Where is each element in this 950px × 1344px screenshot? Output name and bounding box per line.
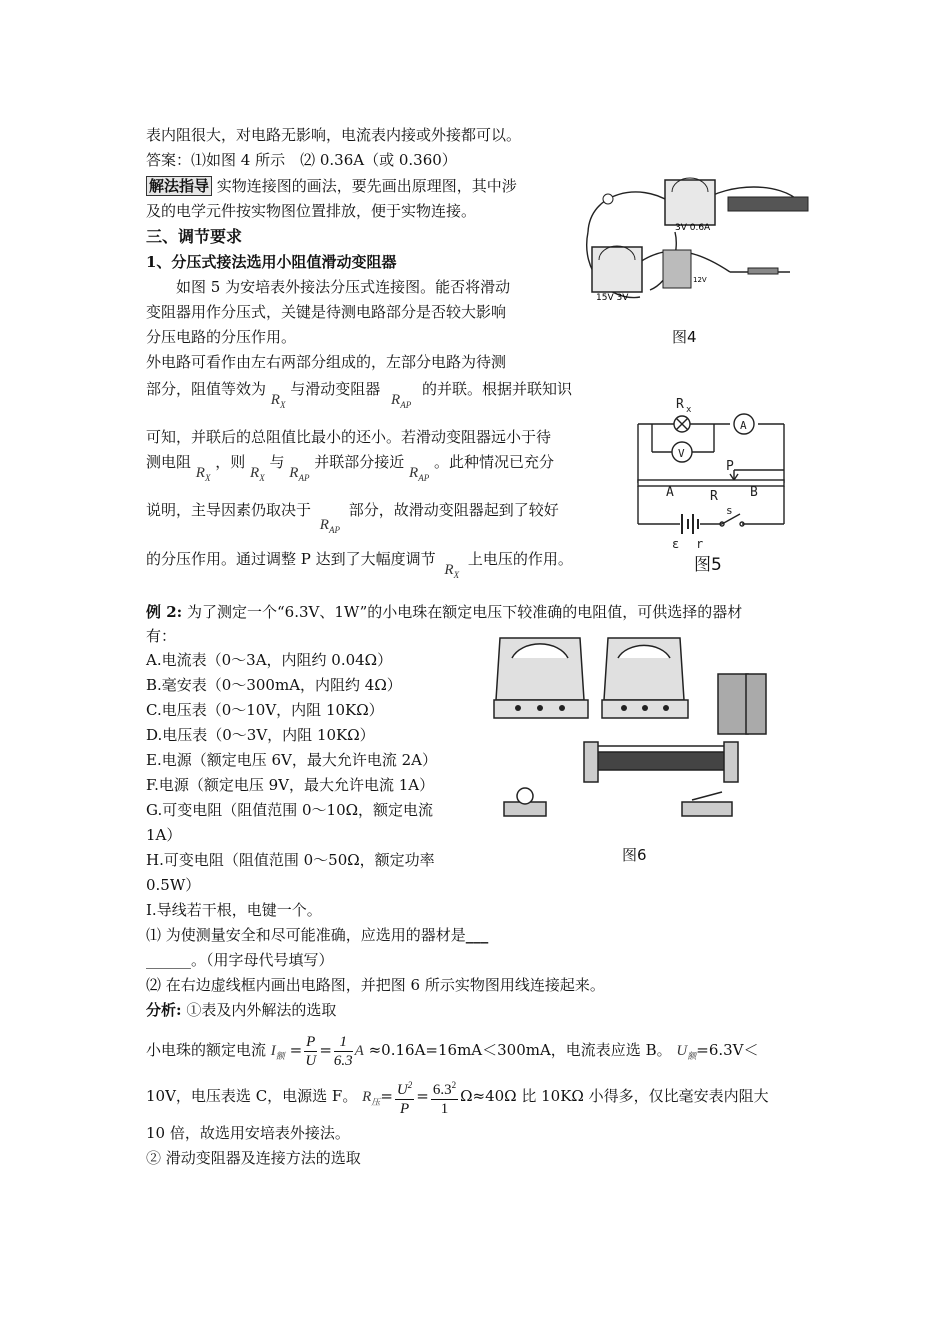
tip-text-2: 及的电学元件按实物图位置排放，便于实物连接。 [146, 202, 477, 220]
paragraph-line: 如图 5 为安培表外接法分压式连接图。能否将滑动 [176, 278, 511, 296]
rheostat-end-a: A [666, 485, 674, 500]
figure-4-wiring-diagram [580, 172, 810, 302]
text-fragment: Ω≈40Ω 比 10KΩ 小得多，仅比毫安表内阻大 [460, 1087, 769, 1105]
var-rx: $R_X$ [444, 562, 460, 580]
fraction-p-over-u: $\frac{P}{U}$ [305, 1033, 317, 1069]
text-fragment: ≈0.16A=16mA＜300mA，电流表应选 B。 [368, 1041, 672, 1059]
var-rx: $R_X$ [195, 465, 211, 483]
analysis-label: 分析: [146, 1001, 182, 1019]
var-rap: $R_{AP}$ [289, 465, 310, 483]
analysis-formula-line: 小电珠的额定电流 $I_额$ = $\frac{P}{U}$ = $\frac{1}{6.3}$ A ≈0.16A=16mA＜300mA，电流表应选 B。 $U_额=6.3V<$ [146, 1033, 759, 1069]
ammeter-label: A [740, 419, 747, 432]
switch-label: s [726, 504, 733, 517]
paragraph-line [146, 378, 573, 410]
var-rx: $R_X$ [270, 392, 286, 410]
text-fragment: 的并联。根据并联知识 [422, 380, 573, 398]
analysis-line: 10 倍，故选用安培表外接法。 [146, 1124, 350, 1142]
text-fragment: 部分，阻值等效为 [146, 380, 267, 398]
text-fragment: 上电压的作用。 [467, 550, 573, 568]
figure-6-caption: 图6 [622, 846, 647, 864]
intro-line: 表内阻很大，对电路无影响，电流表内接或外接都可以。 [146, 126, 522, 144]
text-fragment: 与 [269, 453, 285, 471]
text-fragment: 小电珠的额定电流 [146, 1041, 267, 1059]
paragraph-line: 可知，并联后的总阻值比最小的还小。若滑动变阻器远小于待 [146, 428, 552, 446]
var-rx: $R_X$ [250, 465, 265, 483]
option-item: 1A） [146, 826, 182, 844]
option-item: C.电压表（0～10V，内阻 10KΩ） [146, 701, 384, 719]
label-rx-sub: x [686, 405, 692, 415]
text-fragment: 10V，电压表选 C，电源选 F。 [146, 1087, 358, 1105]
battery-label: 12V [693, 276, 707, 284]
internal-resistance-label: r [696, 537, 704, 551]
option-item: D.电压表（0～3V，内阻 10KΩ） [146, 726, 375, 744]
option-item: E.电源（额定电压 6V，最大允许电流 2A） [146, 751, 438, 769]
answer-line: 答案：⑴如图 4 所示 ⑵ 0.36A（或 0.360） [146, 151, 457, 169]
option-item: F.电源（额定电压 9V，最大允许电流 1A） [146, 776, 435, 794]
text-fragment: 。此种情况已充分 [434, 453, 555, 471]
question-text: ⑴ 为使测量安全和尽可能准确，应选用的器材是 [146, 926, 466, 944]
rheostat-label: R [710, 489, 718, 504]
fraction-1-over-63: $\frac{1}{6.3}$ [333, 1033, 353, 1069]
option-item: I.导线若干根，电键一个。 [146, 901, 322, 919]
figure-4-caption: 图4 [672, 328, 697, 346]
analysis-text: ①表及内外解法的选取 [186, 1001, 337, 1019]
figure-5-circuit-diagram [630, 392, 790, 572]
paragraph-line [146, 548, 573, 580]
slider-label: P [726, 459, 734, 474]
var-r: $R_压$ [362, 1089, 381, 1107]
text-fragment: 并联部分接近 [314, 453, 405, 471]
paragraph-line: 外电路可看作由左右两部分组成的，左部分电路为待测 [146, 353, 507, 371]
option-item: G.可变电阻（阻值范围 0～10Ω，额定电流 [146, 801, 434, 819]
option-item: 0.5W） [146, 876, 201, 894]
fraction-u2-over-p: $\frac{U^2}{P}$ [395, 1076, 414, 1118]
figure-6-equipment [490, 630, 800, 830]
var-rap: $R_{AP}$ [391, 392, 412, 410]
rheostat-end-b: B [750, 485, 758, 500]
option-item: B.毫安表（0～300mA，内阻约 4Ω） [146, 676, 402, 694]
var-rap: $R_{AP}$ [409, 465, 430, 483]
text-fragment: 的分压作用。通过调整 P 达到了大幅度调节 [146, 550, 436, 568]
question-1 [146, 924, 488, 946]
tip-line [146, 175, 517, 197]
text-fragment: 与滑动变阻器 [290, 380, 381, 398]
text-fragment: 说明，主导因素仍取决于 [146, 501, 312, 519]
var-rap: $R_{AP}$ [319, 517, 340, 535]
question-1-cont: ______。（用字母代号填写） [146, 951, 334, 969]
example-title [146, 601, 742, 623]
example-title-2: 有： [146, 627, 177, 645]
text-fragment: 测电阻 [146, 453, 192, 471]
var-i: $I_额$ [270, 1043, 285, 1061]
emf-label: ε [672, 537, 680, 551]
unit-a: A [354, 1043, 364, 1059]
analysis-heading [146, 999, 336, 1021]
subsection-heading: 1、分压式接法选用小阻值滑动变阻器 [146, 253, 397, 271]
text-fragment: ，则 [215, 453, 246, 471]
option-item: H.可变电阻（阻值范围 0～50Ω，额定功率 [146, 851, 435, 869]
question-2: ⑵ 在右边虚线框内画出电路图，并把图 6 所示实物图用线连接起来。 [146, 976, 605, 994]
text-fragment: 部分，故滑动变阻器起到了较好 [348, 501, 559, 519]
var-u: $U_额$ [676, 1043, 697, 1061]
fraction-63sq-over-1: $\frac{6.3^2}{1}$ [431, 1076, 458, 1118]
analysis-formula-line: 10V，电压表选 C，电源选 F。 $R_压=$ $\frac{U^2}{P}$ = $\frac{6.3^2}{1}$ Ω≈40Ω 比 10KΩ 小得多，仅比毫安表内阻大 [146, 1076, 769, 1120]
paragraph-line [146, 451, 555, 483]
option-item: A.电流表（0～3A，内阻约 0.04Ω） [146, 651, 393, 669]
section-heading: 三、调节要求 [146, 227, 243, 246]
voltmeter-label: V [678, 447, 685, 460]
paragraph-line: 分压电路的分压作用。 [146, 328, 297, 346]
text-fragment: =6.3V＜ [696, 1041, 759, 1059]
meter-label: 15V 3V [596, 293, 629, 302]
tip-tag: 解法指导 [146, 176, 212, 196]
figure-5-caption: 图5 [694, 555, 722, 575]
analysis-line: ② 滑动变阻器及连接方法的选取 [146, 1149, 361, 1167]
example-label: 例 2: [146, 603, 183, 621]
example-text: 为了测定一个“6.3V、1W”的小电珠在额定电压下较准确的电阻值，可供选择的器材 [186, 603, 743, 621]
tip-text: 实物连接图的画法，要先画出原理图，其中涉 [216, 177, 517, 195]
paragraph-line [146, 499, 559, 535]
meter-label: 3V 0.6A [675, 223, 711, 233]
paragraph-line: 变阻器用作分压式，关键是待测电路部分是否较大影响 [146, 303, 507, 321]
answer-blank: ___ [465, 926, 489, 944]
label-rx: R [676, 397, 684, 412]
